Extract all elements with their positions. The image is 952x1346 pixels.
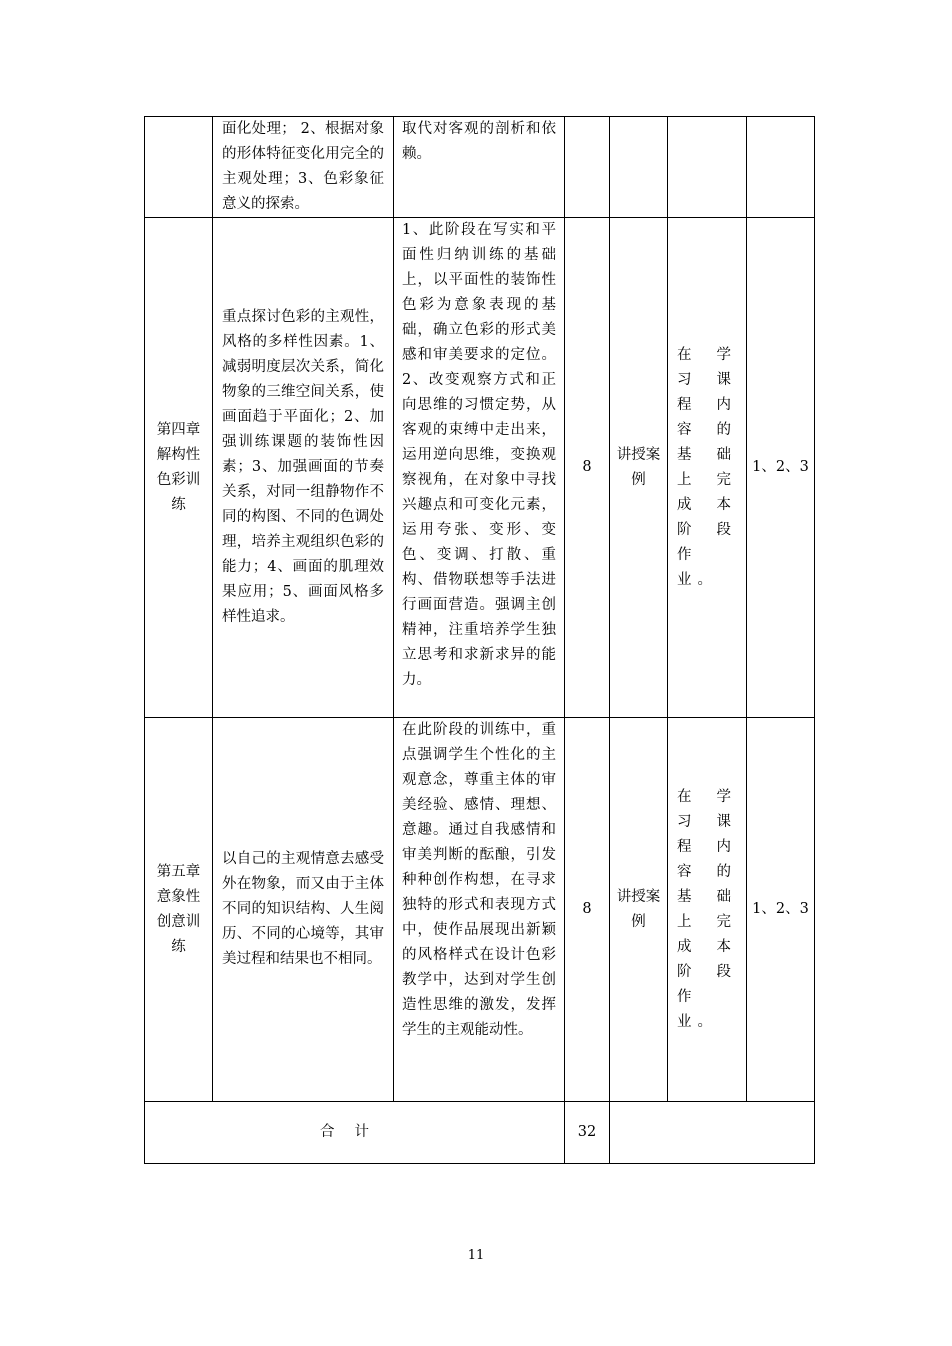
target-cell: 1、2、3 [747,718,815,1102]
content-cell: 重点探讨色彩的主观性，风格的多样性因素。1、减弱明度层次关系，简化物象的三维空间关系，使画面趋于平面化；2、加强训练课题的装饰性因素；3、加强画面的节奏关系，对同一组静物作不同的构图、不同的色调处理，培养主观组织色彩的能力；4、画面的肌理效果应用；5、画面风格多样性追求。 [213,218,394,718]
total-label: 合计 [145,1102,565,1164]
table-row [145,718,815,1102]
table-row [145,218,815,718]
method-cell [610,117,668,218]
task-cell: 在学习课程内容的基础上完成本阶段作业。 [668,218,747,718]
hours-cell: 8 [565,718,610,1102]
task-cell [668,117,747,218]
hours-cell: 8 [565,218,610,718]
table-row [145,117,815,218]
total-empty-cell [610,1102,815,1164]
chapter-cell: 第五章意象性创意训练 [145,718,213,1102]
requirement-cell: 在此阶段的训练中，重点强调学生个性化的主观意念，尊重主体的审美经验、感情、理想、意趣。通过自我感情和审美判断的酝酿，引发种种创作构想，在寻求独特的形式和表现方式中，使作品展现出新颖的风格样式在设计色彩教学中，达到对学生创造性思维的激发，发挥学生的主观能动性。 [394,718,565,1102]
chapter-cell [145,117,213,218]
hours-cell [565,117,610,218]
target-cell: 1、2、3 [747,218,815,718]
method-cell: 讲授案例 [610,718,668,1102]
content-cell: 面化处理； 2、根据对象的形体特征变化用完全的主观处理；3、色彩象征意义的探索。 [213,117,394,218]
total-hours: 32 [565,1102,610,1164]
chapter-cell: 第四章解构性色彩训练 [145,218,213,718]
requirement-cell: 取代对客观的剖析和依赖。 [394,117,565,218]
total-row [145,1102,815,1164]
content-cell: 以自己的主观情意去感受外在物象，而又由于主体不同的知识结构、人生阅历、不同的心境等，其审美过程和结果也不相同。 [213,718,394,1102]
task-cell: 在学习课程内容的基础上完成本阶段作业。 [668,718,747,1102]
page-number: 11 [467,1248,485,1263]
method-cell: 讲授案例 [610,218,668,718]
syllabus-table [144,116,815,1164]
requirement-cell: 1、此阶段在写实和平面性归纳训练的基础上，以平面性的装饰性色彩为意象表现的基础，确立色彩的形式美感和审美要求的定位。2、改变观察方式和正向思维的习惯定势，从客观的束缚中走出来，运用逆向思维，变换观察视角，在对象中寻找兴趣点和可变化元素，运用夸张、变形、变色、变调、打散、重构、借物联想等手法进行画面营造。强调主创精神，注重培养学生独立思考和求新求异的能力。 [394,218,565,718]
target-cell [747,117,815,218]
